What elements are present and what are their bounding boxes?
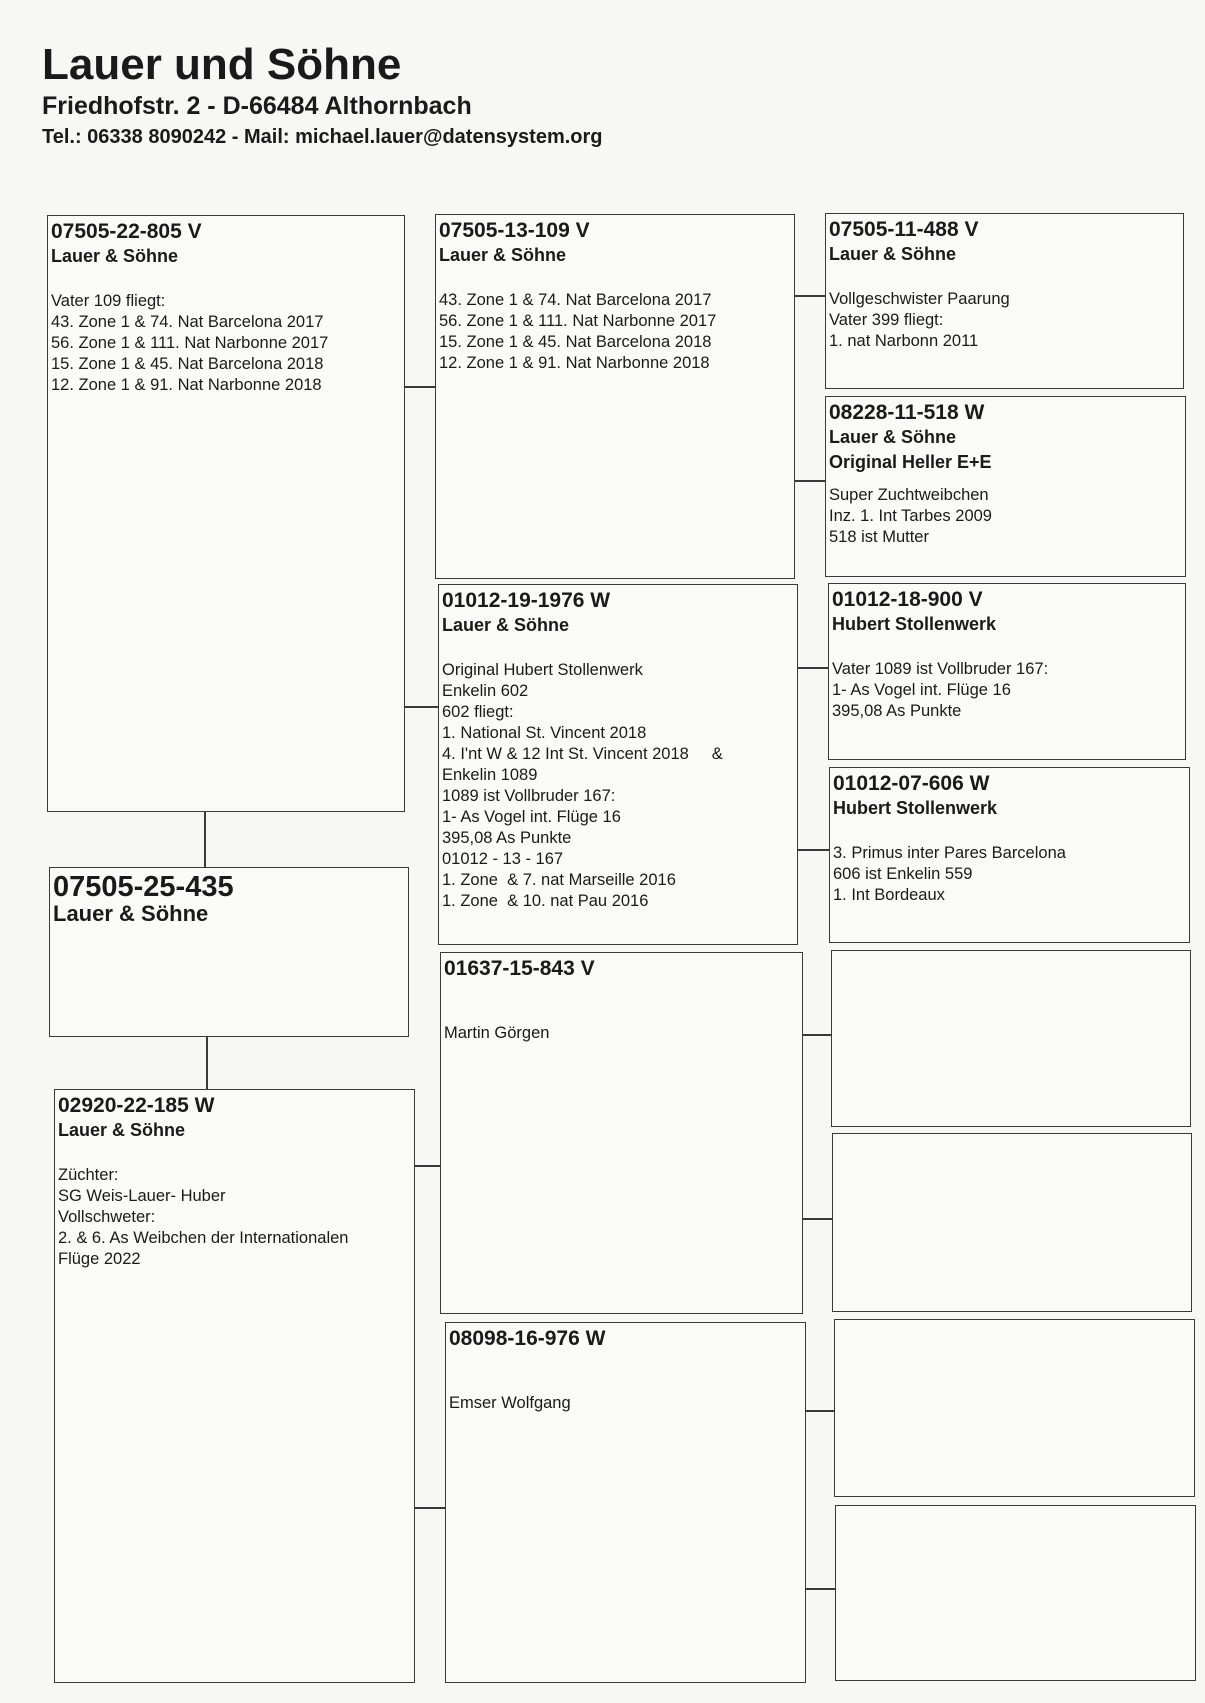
pedigree-note-line: 43. Zone 1 & 74. Nat Barcelona 2017 (51, 313, 324, 331)
pedigree-note-line: 15. Zone 1 & 45. Nat Barcelona 2018 (439, 333, 712, 351)
pedigree-note-line: 395,08 As Punkte (832, 702, 962, 720)
ring-number: 01012-07-606 W (833, 772, 990, 795)
connector-line (806, 1588, 835, 1590)
pedigree-box-fm (438, 584, 798, 945)
ring-number: 07505-11-488 V (829, 218, 979, 241)
pedigree-note-line: 518 ist Mutter (829, 528, 929, 546)
pedigree-note-line: 12. Zone 1 & 91. Nat Narbonne 2018 (439, 354, 710, 372)
pedigree-box-father (47, 215, 405, 812)
ring-number: 08228-11-518 W (829, 401, 985, 424)
owner-name: Original Heller E+E (829, 452, 992, 472)
connector-line (204, 812, 206, 867)
owner-name: Lauer & Söhne (439, 245, 567, 265)
owner-name: Hubert Stollenwerk (832, 614, 997, 634)
ring-number: 08098-16-976 W (449, 1327, 606, 1350)
ring-number: 02920-22-185 W (58, 1094, 215, 1117)
breeder-title: Lauer und Söhne (42, 40, 402, 89)
pedigree-note-line: Vater 399 fliegt: (829, 311, 944, 329)
ring-number: 07505-22-805 V (51, 220, 202, 243)
pedigree-note-line: Züchter: (58, 1166, 119, 1184)
pedigree-note-line: 56. Zone 1 & 111. Nat Narbonne 2017 (51, 334, 329, 352)
connector-line (795, 480, 825, 482)
connector-line (798, 849, 829, 851)
pedigree-box-mmm (835, 1505, 1196, 1681)
owner-name: Hubert Stollenwerk (833, 798, 998, 818)
pedigree-note-line: 1- As Vogel int. Flüge 16 (832, 681, 1011, 699)
ring-number: 01012-19-1976 W (442, 589, 611, 612)
owner-name: Lauer & Söhne (58, 1120, 186, 1140)
pedigree-note-line: 12. Zone 1 & 91. Nat Narbonne 2018 (51, 376, 322, 394)
connector-line (405, 706, 438, 708)
pedigree-box-mmf (834, 1319, 1195, 1497)
ring-number: 07505-13-109 V (439, 219, 590, 242)
owner-name: Lauer & Söhne (829, 427, 957, 447)
pedigree-box-mm (445, 1322, 806, 1683)
pedigree-note-line: 01012 - 13 - 167 (442, 850, 564, 868)
pedigree-note-line: 602 fliegt: (442, 703, 514, 721)
pedigree-note-line: 4. I'nt W & 12 Int St. Vincent 2018 & (442, 745, 723, 763)
pedigree-note-line: Inz. 1. Int Tarbes 2009 (829, 507, 992, 525)
pedigree-note-line: Vater 1089 ist Vollbruder 167: (832, 660, 1049, 678)
connector-line (415, 1507, 445, 1509)
connector-line (415, 1165, 440, 1167)
pedigree-note-line: 395,08 As Punkte (442, 829, 572, 847)
owner-name: Lauer & Söhne (51, 246, 179, 266)
ring-number: 07505-25-435 (53, 871, 234, 903)
pedigree-note-line: Emser Wolfgang (449, 1394, 571, 1412)
pedigree-note-line: 56. Zone 1 & 111. Nat Narbonne 2017 (439, 312, 717, 330)
pedigree-note-line: Vollgeschwister Paarung (829, 290, 1010, 308)
connector-line (803, 1218, 832, 1220)
owner-name: Lauer & Söhne (442, 615, 570, 635)
pedigree-box-fmm (829, 767, 1190, 943)
pedigree-note-line: 1. National St. Vincent 2018 (442, 724, 647, 742)
pedigree-note-line: 1089 ist Vollbruder 167: (442, 787, 616, 805)
pedigree-note-line: Super Zuchtweibchen (829, 486, 989, 504)
pedigree-note-line: Martin Görgen (444, 1024, 550, 1042)
pedigree-note-line: 1. Zone & 10. nat Pau 2016 (442, 892, 649, 910)
pedigree-note-line: Enkelin 602 (442, 682, 529, 700)
ring-number: 01637-15-843 V (444, 957, 595, 980)
breeder-contact: Tel.: 06338 8090242 - Mail: michael.lauer@datensystem.org (42, 126, 603, 148)
owner-name: Lauer & Söhne (53, 901, 209, 926)
pedigree-note-line: 1. Zone & 7. nat Marseille 2016 (442, 871, 676, 889)
connector-line (795, 295, 825, 297)
pedigree-box-ff (435, 214, 795, 579)
pedigree-note-line: Flüge 2022 (58, 1250, 141, 1268)
pedigree-note-line: Enkelin 1089 (442, 766, 538, 784)
owner-name: Lauer & Söhne (829, 244, 957, 264)
pedigree-note-line: 606 ist Enkelin 559 (833, 865, 973, 883)
pedigree-box-mother (54, 1089, 415, 1683)
breeder-address: Friedhofstr. 2 - D-66484 Althornbach (42, 92, 472, 120)
pedigree-note-line: 15. Zone 1 & 45. Nat Barcelona 2018 (51, 355, 324, 373)
connector-line (798, 667, 828, 669)
pedigree-box-mf (440, 952, 803, 1314)
pedigree-box-fmf (828, 583, 1186, 760)
pedigree-box-mfm (832, 1133, 1192, 1312)
connector-line (806, 1410, 834, 1412)
connector-line (405, 386, 435, 388)
pedigree-note-line: 1. nat Narbonn 2011 (829, 332, 979, 350)
pedigree-box-fff (825, 213, 1184, 389)
pedigree-note-line: 1. Int Bordeaux (833, 886, 945, 904)
pedigree-note-line: 2. & 6. As Weibchen der Internationalen (58, 1229, 349, 1247)
pedigree-box-subject (49, 867, 409, 1037)
connector-line (206, 1037, 208, 1089)
pedigree-note-line: Original Hubert Stollenwerk (442, 661, 643, 679)
pedigree-note-line: 3. Primus inter Pares Barcelona (833, 844, 1066, 862)
ring-number: 01012-18-900 V (832, 588, 983, 611)
pedigree-note-line: SG Weis-Lauer- Huber (58, 1187, 226, 1205)
pedigree-note-line: Vater 109 fliegt: (51, 292, 166, 310)
pedigree-box-mff (831, 950, 1191, 1127)
pedigree-note-line: Vollschweter: (58, 1208, 156, 1226)
connector-line (803, 1034, 831, 1036)
pedigree-box-ffm (825, 396, 1186, 577)
pedigree-note-line: 43. Zone 1 & 74. Nat Barcelona 2017 (439, 291, 712, 309)
pedigree-note-line: 1- As Vogel int. Flüge 16 (442, 808, 621, 826)
